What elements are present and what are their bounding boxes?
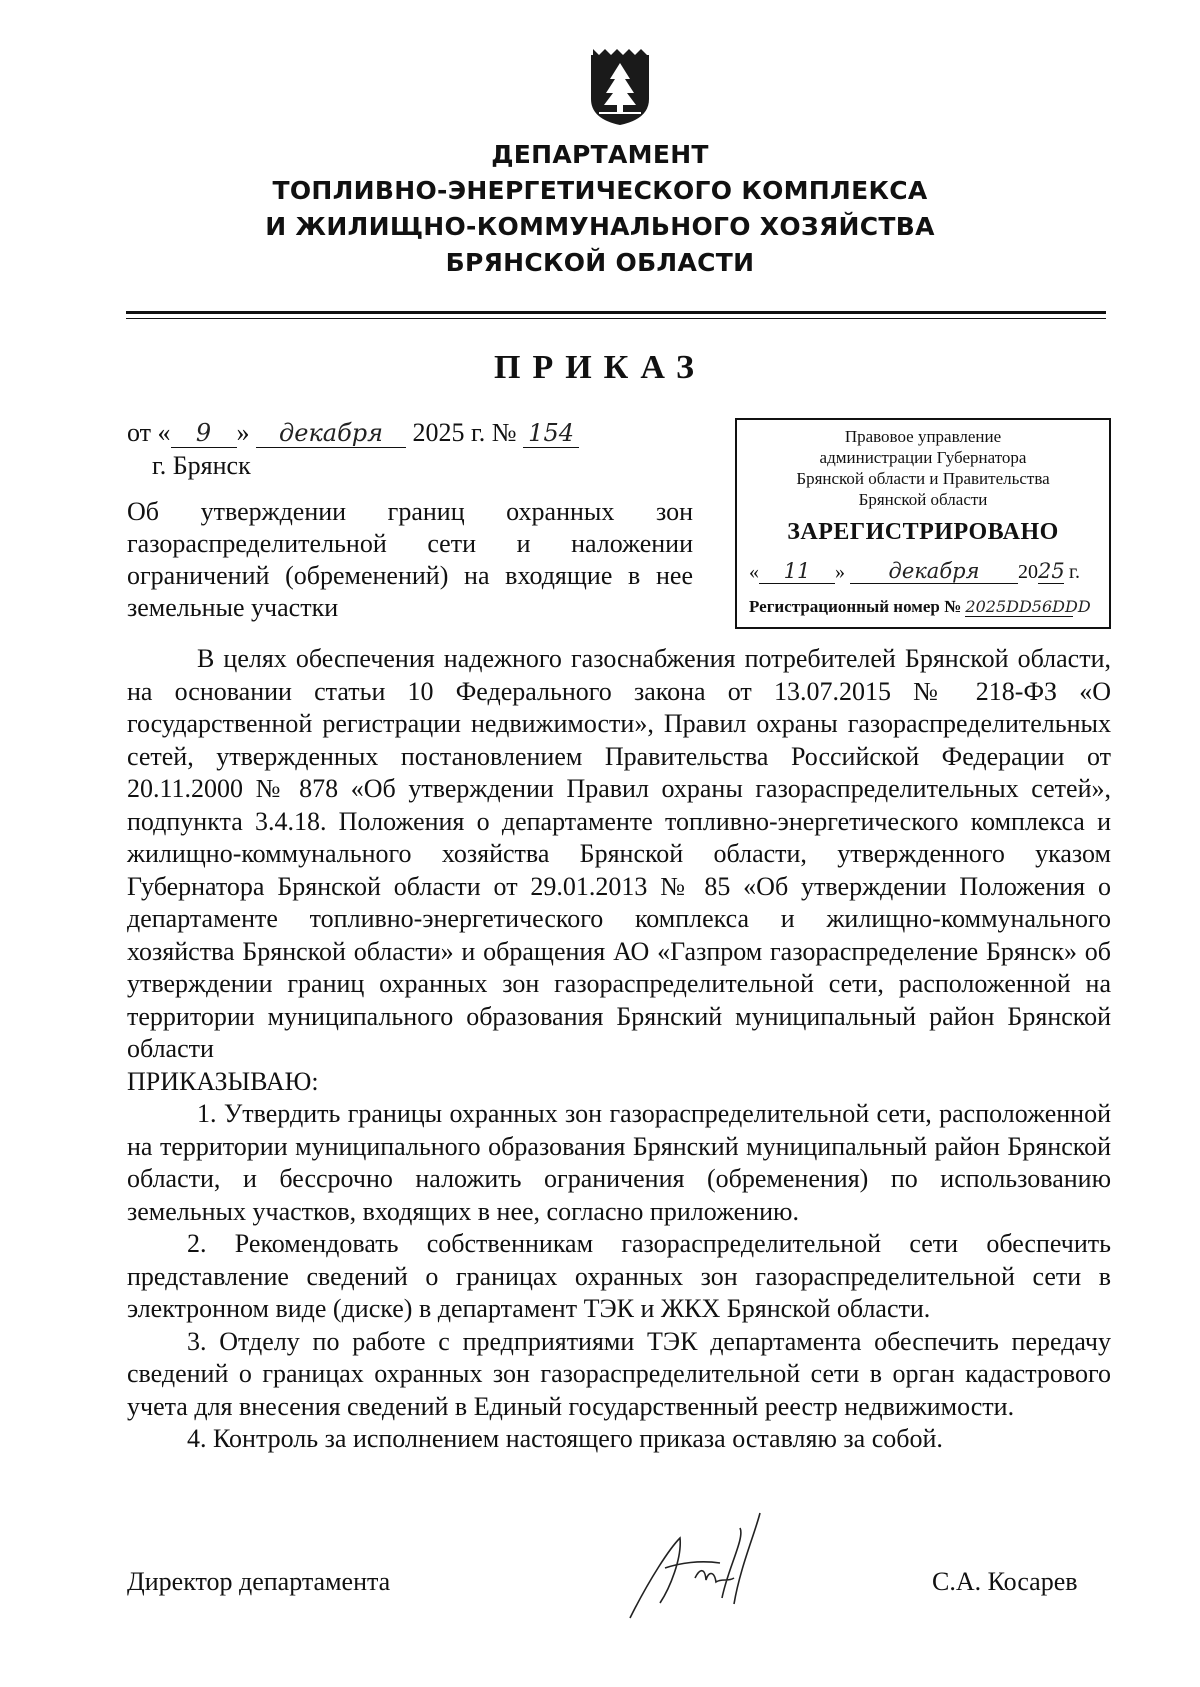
order-item-3: 3. Отделу по работе с предприятиями ТЭК департамента обеспечить передачу сведений о границах охранных зон газораспределительной сети в орган кадастрового учета для внесения сведений в Единый государственный реестр недвижимости. [127, 1326, 1111, 1421]
order-item-4: 4. Контроль за исполнением настоящего приказа оставляю за собой. [187, 1424, 943, 1453]
registration-stamp [735, 418, 1111, 629]
date-prefix: от « [127, 418, 171, 447]
order-date-line [127, 418, 579, 448]
stamp-registered: ЗАРЕГИСТРИРОВАНО [787, 519, 1059, 545]
header-divider-thick [126, 311, 1106, 314]
order-month: декабря [256, 419, 406, 448]
stamp-open-quote: « [749, 561, 759, 583]
order-body [127, 643, 1111, 1456]
stamp-line2: администрации Губернатора [819, 448, 1027, 467]
department-title-line1: ДЕПАРТАМЕНТ [491, 140, 709, 169]
stamp-line1: Правовое управление [844, 427, 1002, 446]
document-type-title: ПРИКАЗ [494, 349, 706, 386]
stamp-close-quote: » [835, 561, 845, 583]
stamp-authority [737, 426, 1109, 510]
handwritten-signature-icon [610, 1508, 790, 1633]
department-title-line2: ТОПЛИВНО-ЭНЕРГЕТИЧЕСКОГО КОМПЛЕКСА [272, 176, 928, 205]
order-city: г. Брянск [152, 451, 251, 480]
coat-of-arms-icon [589, 49, 651, 127]
stamp-reg-number: 2025DD56DDD [965, 597, 1091, 616]
preamble-paragraph: В целях обеспечения надежного газоснабжения потребителей Брянской области, на основании статьи 10 Федерального закона от 13.07.2015 № 218-ФЗ «О государственной регистрации недвижимости», Правил охраны газораспределительных сетей, утвержденных постановлением Правительства Российской Федерации от 20.11.2000 № 878 «Об утверждении Правил охраны газораспределительных сетей», подпункта 3.4.18. Положения о департаменте топливно-энергетического комплекса и жилищно-коммунального хозяйства Брянской области, утвержденного указом Губернатора Брянской области от 29.01.2013 № 85 «Об утверждении Положения о департаменте топливно-энергетического комплекса и жилищно-коммунального хозяйства Брянской области» и обращения АО «Газпром газораспределение Брянск» об утверждении границ охранных зон газораспределительной сети, расположенной на территории муниципального образования Брянский муниципальный район Брянской области [127, 644, 1111, 1063]
stamp-reg-label: Регистрационный номер № [749, 597, 962, 616]
stamp-line3: Брянской области и Правительства [796, 469, 1050, 488]
order-number: 154 [523, 419, 579, 448]
date-mid: » [236, 418, 250, 447]
order-subject: Об утверждении границ охранных зон газораспределительной сети и наложении ограничений (обременений) на входящие в нее земельные участки [127, 497, 693, 622]
order-item-1: 1. Утвердить границы охранных зон газораспределительной сети, расположенной на территории муниципального образования Брянский муниципальный район Брянской области, и бессрочно наложить ограничения (обременения) по использованию земельных участков, входящих в нее, согласно приложению. [127, 1099, 1111, 1226]
order-word: ПРИКАЗЫВАЮ: [127, 1066, 319, 1096]
signatory-position: Директор департамента [127, 1567, 391, 1596]
order-year: 2025 г. [412, 418, 486, 447]
stamp-year-suffix: 25 [1038, 559, 1065, 583]
stamp-reg-number-line [749, 597, 1091, 617]
stamp-year-unit: г. [1069, 561, 1080, 583]
department-title-line4: БРЯНСКОЙ ОБЛАСТИ [445, 248, 755, 277]
order-day: 9 [171, 419, 237, 448]
signatory-name: С.А. Косарев [932, 1567, 1078, 1596]
header-divider-thin [126, 318, 1106, 319]
stamp-date [749, 559, 1080, 584]
department-title-line3: И ЖИЛИЩНО-КОММУНАЛЬНОГО ХОЗЯЙСТВА [265, 212, 935, 241]
stamp-day: 11 [759, 559, 835, 584]
order-item-2: 2. Рекомендовать собственникам газораспределительной сети обеспечить представление сведений о границах охранных зон газораспределительной сети в электронном виде (диске) в департамент ТЭК и ЖКХ Брянской области. [127, 1229, 1111, 1323]
number-prefix: № [491, 418, 517, 447]
stamp-line4: Брянской области [858, 490, 988, 509]
stamp-year-prefix: 20 [1018, 561, 1038, 583]
stamp-month: декабря [850, 559, 1018, 584]
